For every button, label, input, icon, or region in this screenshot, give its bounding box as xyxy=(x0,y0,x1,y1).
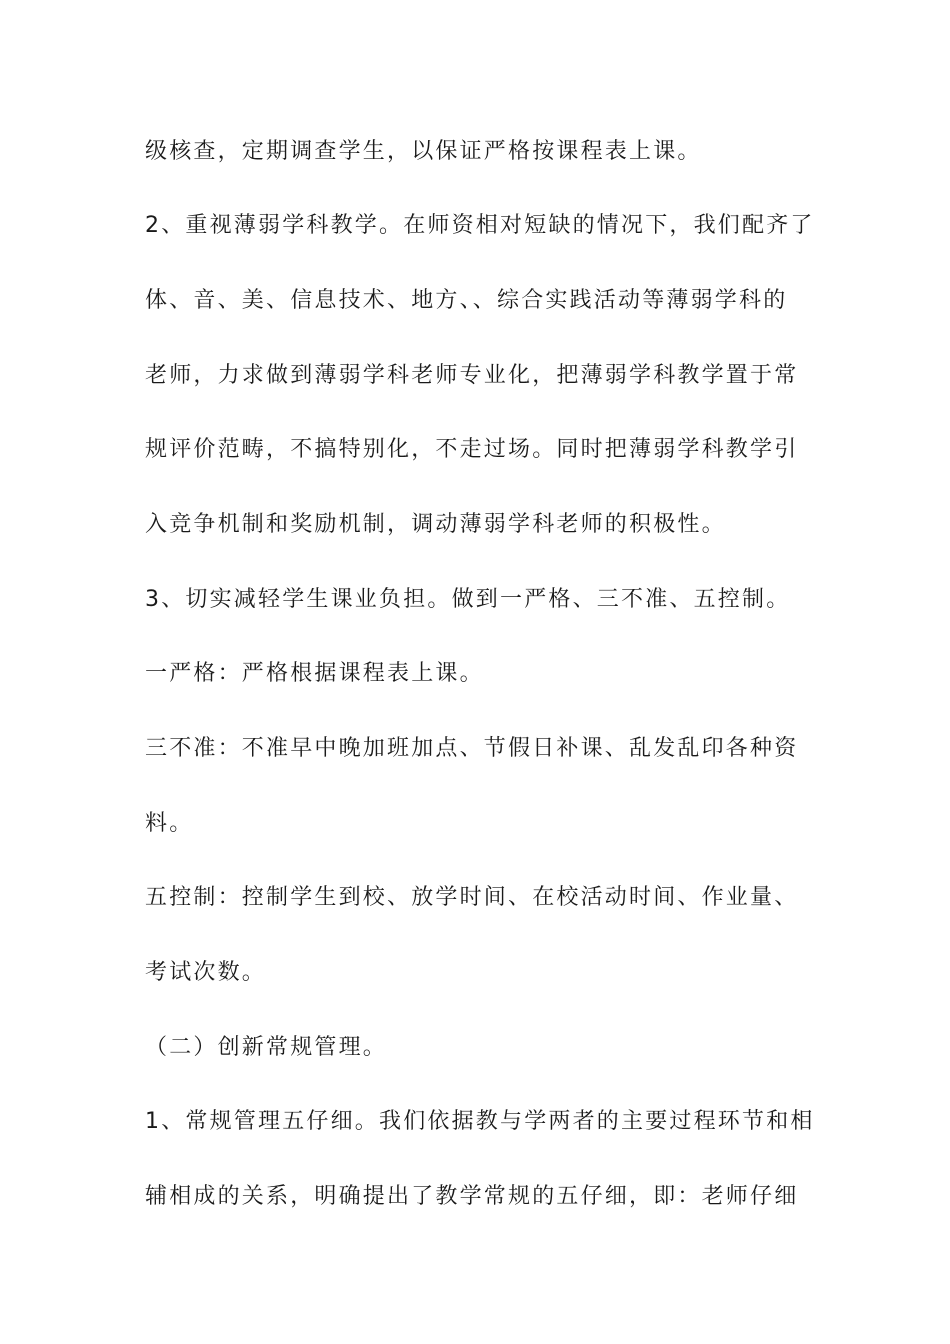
section-heading: （二）创新常规管理。 xyxy=(145,1035,388,1060)
text-line: 三不准：不准早中晚加班加点、节假日补课、乱发乱印各种资 xyxy=(145,736,799,761)
text-line: 3、切实减轻学生课业负担。做到一严格、三不准、五控制。 xyxy=(145,587,791,612)
text-line: 规评价范畴，不搞特别化，不走过场。同时把薄弱学科教学引 xyxy=(145,437,799,462)
text-line: 考试次数。 xyxy=(145,960,267,985)
text-line: 入竞争机制和奖励机制，调动薄弱学科老师的积极性。 xyxy=(145,512,726,537)
text-line: 料。 xyxy=(145,811,194,836)
text-line: 2、重视薄弱学科教学。在师资相对短缺的情况下，我们配齐了 xyxy=(145,213,815,238)
text-line: 体、音、美、信息技术、地方、、综合实践活动等薄弱学科的 xyxy=(145,288,788,313)
text-line: 级核查，定期调查学生，以保证严格按课程表上课。 xyxy=(145,139,702,164)
text-line: 老师，力求做到薄弱学科老师专业化，把薄弱学科教学置于常 xyxy=(145,363,799,388)
text-line: 1、常规管理五仔细。我们依据教与学两者的主要过程环节和相 xyxy=(145,1109,815,1134)
text-line: 一严格：严格根据课程表上课。 xyxy=(145,661,484,686)
text-line: 五控制：控制学生到校、放学时间、在校活动时间、作业量、 xyxy=(145,885,799,910)
text-line: 辅相成的关系，明确提出了教学常规的五仔细，即：老师仔细 xyxy=(145,1184,799,1209)
